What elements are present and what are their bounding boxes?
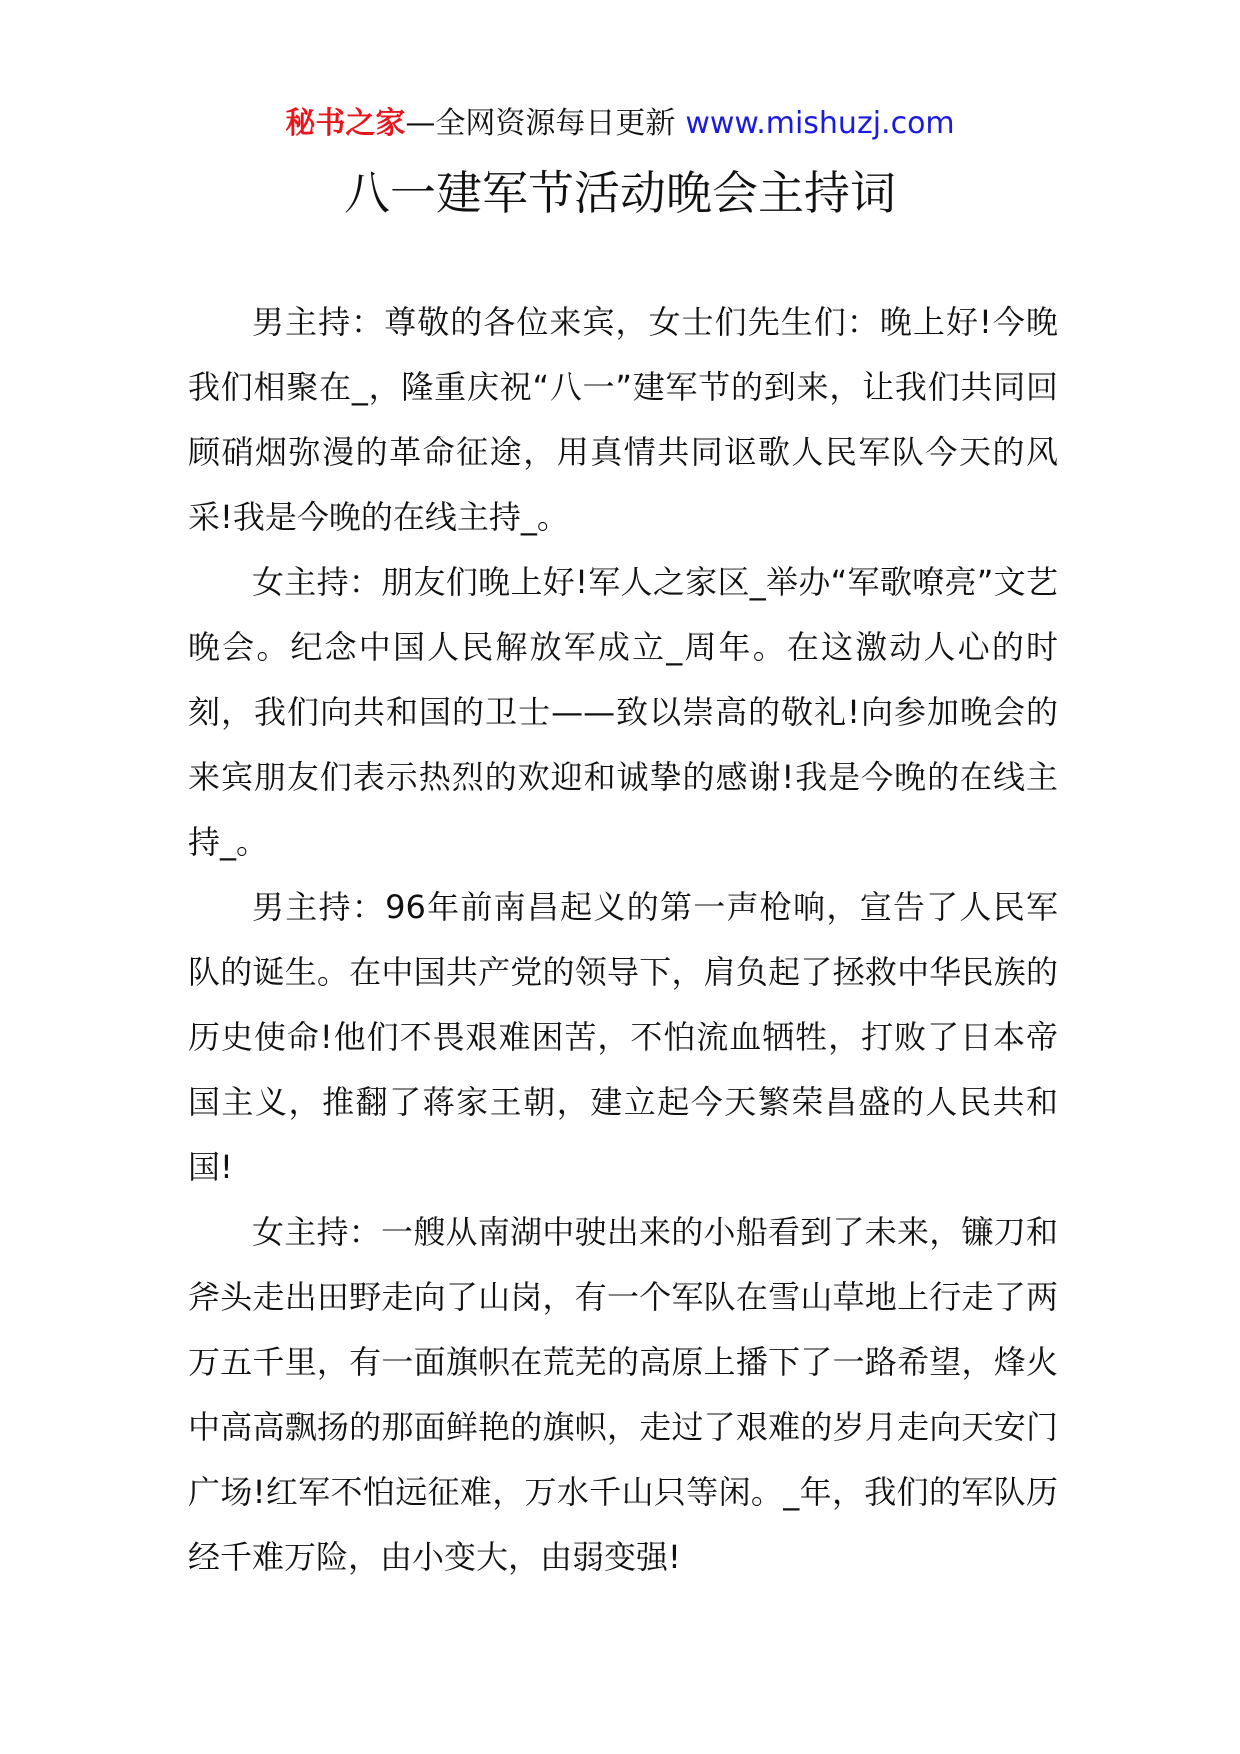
- site-url-link[interactable]: www.mishuzj.com: [685, 106, 955, 141]
- header-slogan: —全网资源每日更新: [405, 106, 676, 141]
- brand-name: 秘书之家: [285, 106, 406, 141]
- paragraph-male-host-2: 男主持：96年前南昌起义的第一声枪响，宣告了人民军队的诞生。在中国共产党的领导下，肩负起了拯救中华民族的历史使命!他们不畏艰难困苦，不怕流血牺牲，打败了日本帝国主义，推翻了蒋家王朝，建立起今天繁荣昌盛的人民共和国!: [188, 888, 1058, 1186]
- site-header: [0, 102, 1240, 146]
- paragraph-female-host-1: 女主持：朋友们晚上好!军人之家区_举办“军歌嘹亮”文艺晚会。纪念中国人民解放军成立_周年。在这激动人心的时刻，我们向共和国的卫士——致以崇高的敬礼!向参加晚会的来宾朋友们表示热烈的欢迎和诚挚的感谢!我是今晚的在线主持_。: [188, 563, 1058, 861]
- paragraph-male-host-1: 男主持：尊敬的各位来宾，女士们先生们：晚上好!今晚我们相聚在_，隆重庆祝“八一”建军节的到来，让我们共同回顾硝烟弥漫的革命征途，用真情共同讴歌人民军队今天的风采!我是今晚的在线主持_。: [188, 303, 1058, 536]
- document-title: 八一建军节活动晚会主持词: [344, 166, 896, 220]
- document-body: [188, 290, 1058, 1590]
- paragraph-female-host-2: 女主持：一艘从南湖中驶出来的小船看到了未来，镰刀和斧头走出田野走向了山岗，有一个军队在雪山草地上行走了两万五千里，有一面旗帜在荒芜的高原上播下了一路希望，烽火中高高飘扬的那面鲜艳的旗帜，走过了艰难的岁月走向天安门广场!红军不怕远征难，万水千山只等闲。_年，我们的军队历经千难万险，由小变大，由弱变强!: [188, 1213, 1058, 1576]
